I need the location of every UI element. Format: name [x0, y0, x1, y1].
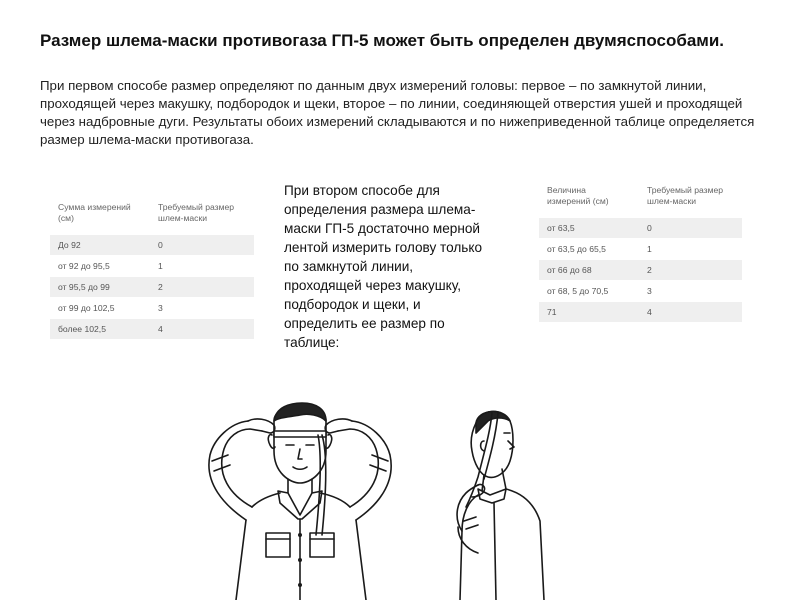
table-cell: 3 — [639, 281, 742, 302]
table-cell: 0 — [150, 235, 254, 256]
table-row — [50, 235, 254, 256]
second-method-paragraph: При втором способе для определения размера шлема-маски ГП-5 достаточно мерной лентой измерить голову только по замкнутой линии, проходящей через макушку, подбородок и щеки, и определить ее размер по таблице: — [284, 183, 483, 350]
table1-header-size: Требуемый размер шлем-маски — [158, 202, 235, 223]
page-title: Размер шлема-маски противогаза ГП-5 может быть определен двумяспособами. — [40, 31, 725, 50]
table-cell: от 63,5 до 65,5 — [539, 239, 639, 260]
table-cell: от 66 до 68 — [539, 260, 639, 281]
table-cell: 1 — [639, 239, 742, 260]
table-cell: 2 — [639, 260, 742, 281]
single-measurement-table — [539, 179, 742, 323]
table-row — [539, 260, 742, 281]
table-row — [539, 302, 742, 323]
table-cell: 4 — [639, 302, 742, 323]
table-cell: 1 — [150, 256, 254, 277]
table-cell: от 95,5 до 99 — [50, 277, 150, 298]
table-row — [539, 281, 742, 302]
table2-header-value: Величина измерений (см) — [547, 185, 609, 206]
table-cell: от 63,5 — [539, 218, 639, 239]
table-cell: 0 — [639, 218, 742, 239]
table-cell: 71 — [539, 302, 639, 323]
table2-header-size: Требуемый размер шлем-маски — [647, 185, 724, 206]
table-row — [50, 277, 254, 298]
table-cell: от 99 до 102,5 — [50, 298, 150, 319]
sum-measurements-table — [50, 196, 254, 340]
front-measurement-illustration — [190, 395, 410, 600]
table-cell: До 92 — [50, 235, 150, 256]
table-cell: более 102,5 — [50, 319, 150, 340]
table-cell: 4 — [150, 319, 254, 340]
table-row — [539, 218, 742, 239]
table-row — [50, 319, 254, 340]
first-method-paragraph: При первом способе размер определяют по данным двух измерений головы: первое – по замкнутой линии, проходящей через макушку, подбородок и щеки, второе – по линии, соединяющей отверстия ушей и проходящей через надбровные дуги. Результаты обоих измерений складываются и по нижеприведенной таблице определяется размер шлема-маски противогаза. — [40, 78, 755, 147]
table-cell: 3 — [150, 298, 254, 319]
table-row — [50, 298, 254, 319]
table-cell: от 92 до 95,5 — [50, 256, 150, 277]
table-cell: от 68, 5 до 70,5 — [539, 281, 639, 302]
table-row — [539, 239, 742, 260]
table1-header-sum: Сумма измерений (см) — [58, 202, 131, 223]
side-measurement-illustration — [448, 403, 558, 600]
table-row — [50, 256, 254, 277]
table-cell: 2 — [150, 277, 254, 298]
